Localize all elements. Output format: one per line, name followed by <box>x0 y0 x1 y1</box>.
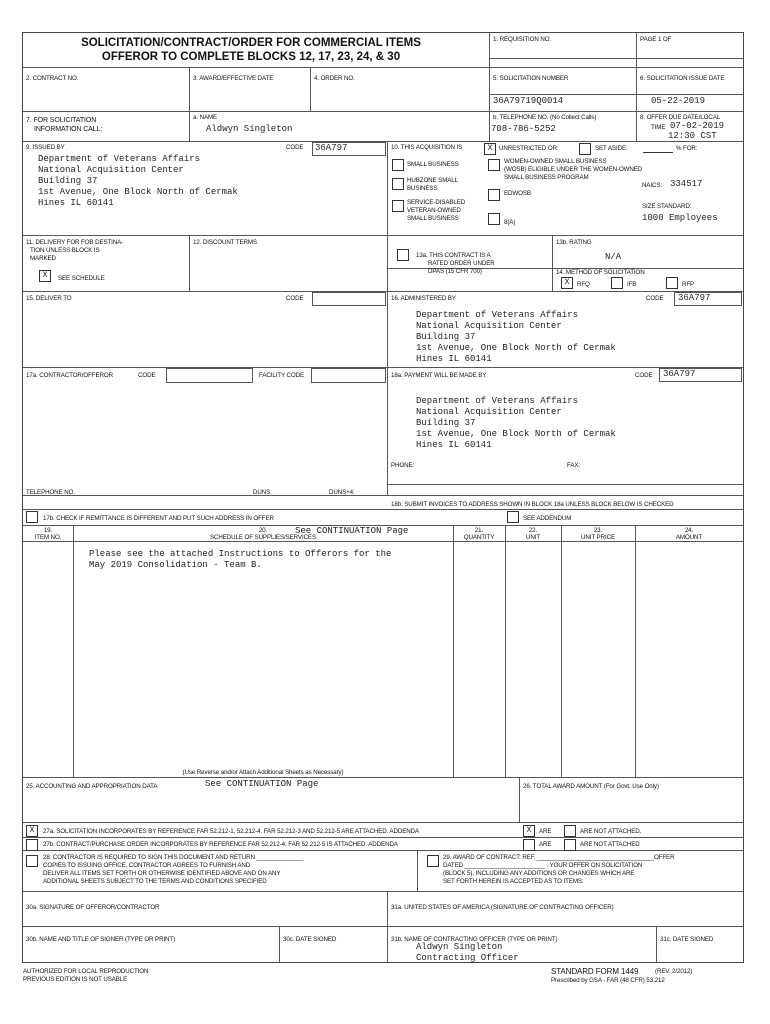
addenda-b-are-not-label: ARE NOT ATTACHED <box>580 841 640 848</box>
form-title-line2: OFFEROR TO COMPLETE BLOCKS 12, 17, 23, 24, & 30 <box>101 51 401 63</box>
wosb-checkbox[interactable] <box>488 159 500 171</box>
rule <box>310 67 311 111</box>
address-line: Department of Veterans Affairs <box>416 396 579 406</box>
col-schedule-label: SCHEDULE OF SUPPLIES/SERVICES <box>210 534 316 541</box>
payment-address <box>416 396 616 451</box>
payment-code-label: CODE <box>635 372 653 379</box>
co-title-value[interactable]: Contracting Officer <box>416 953 519 963</box>
rated-order-label-2: RATED ORDER UNDER <box>428 260 495 267</box>
page-label: PAGE 1 OF <box>640 36 672 43</box>
rule <box>387 141 388 495</box>
telephone-label: b. TELEPHONE NO. (No Collect Calls) <box>493 114 597 121</box>
rule <box>189 67 190 111</box>
eight-a-checkbox[interactable] <box>488 213 500 225</box>
address-line: Hines IL 60141 <box>416 354 492 364</box>
rule <box>23 495 743 496</box>
rule <box>73 525 74 777</box>
contractor-sign-checkbox[interactable] <box>26 855 38 867</box>
hubzone-label-2: BUSINESS <box>407 185 438 192</box>
see-schedule-label: SEE SCHEDULE <box>58 275 105 282</box>
address-line: Department of Veterans Affairs <box>416 310 579 320</box>
rule <box>23 67 743 68</box>
co-date-signed-label: 31c. DATE SIGNED <box>660 936 714 943</box>
address-line: Building 37 <box>416 418 476 428</box>
rule <box>279 926 280 962</box>
rfp-checkbox[interactable] <box>666 277 678 289</box>
solicitation-incorporates-checkbox[interactable]: X <box>26 825 38 837</box>
rule <box>453 525 454 777</box>
deliver-to-label: 15. DELIVER TO <box>26 295 72 302</box>
small-business-label: SMALL BUSINESS <box>407 161 459 168</box>
award-checkbox[interactable] <box>427 855 439 867</box>
rule <box>635 525 636 777</box>
sf1449-form <box>22 32 744 963</box>
eight-a-label: 8(A) <box>504 219 516 226</box>
rating-label: 13b. RATING <box>556 239 592 246</box>
sdvosb-label-3: SMALL BUSINESS <box>407 215 459 222</box>
remittance-label: 17b. CHECK IF REMITTANCE IS DIFFERENT AND PUT SUCH ADDRESS IN OFFER <box>43 515 274 522</box>
wosb-label-1: WOMEN-OWNED SMALL BUSINESS <box>504 158 607 165</box>
accounting-value[interactable]: See CONTINUATION Page <box>205 779 319 789</box>
rated-order-label-1: 13a. THIS CONTRACT IS A <box>416 252 491 259</box>
naics-value[interactable]: 334517 <box>670 179 703 189</box>
rule <box>519 777 520 822</box>
rule <box>23 235 743 236</box>
ifb-checkbox[interactable] <box>611 277 623 289</box>
rated-order-checkbox[interactable] <box>397 249 409 261</box>
sdvosb-label-1: SERVICE-DISABLED <box>407 199 466 206</box>
address-line: Building 37 <box>416 332 476 342</box>
address-line: Hines IL 60141 <box>416 440 492 450</box>
co-name-label: 31b. NAME OF CONTRACTING OFFICER (TYPE OR PRINT) <box>391 936 558 943</box>
rule <box>387 484 743 485</box>
facility-code-box[interactable] <box>311 368 386 383</box>
submit-invoices-label: 18b. SUBMIT INVOICES TO ADDRESS SHOWN IN BLOCK 18a UNLESS BLOCK BELOW IS CHECKED <box>391 501 674 508</box>
award-text-2: DATED ________________________ . YOUR OFFER ON SOLICITATION <box>443 862 643 869</box>
previous-edition-note: PREVIOUS EDITION IS NOT USABLE <box>23 976 128 983</box>
issued-by-label: 9. ISSUED BY <box>26 144 65 151</box>
award-text-1: 29. AWARD OF CONTRACT: REF. ___________________________________OFFER <box>443 854 675 861</box>
pct-blank <box>643 152 673 153</box>
contractor-code-box[interactable] <box>166 368 253 383</box>
rule <box>23 850 743 851</box>
delivery-label-1: 11. DELIVERY FOR FOB DESTINA- <box>26 239 124 246</box>
info-call-label-2: INFORMATION CALL: <box>34 126 103 133</box>
solicitation-method-label: 14. METHOD OF SOLICITATION <box>556 269 645 276</box>
requisition-label: 1. REQUISITION NO. <box>493 36 552 43</box>
wosb-label-2: (WOSB) ELIGIBLE UNDER THE WOMEN-OWNED <box>504 166 643 173</box>
solicitation-number-label: 5. SOLICITATION NUMBER <box>493 75 569 82</box>
total-award-label: 26. TOTAL AWARD AMOUNT (For Govt. Use Only) <box>523 783 659 790</box>
rule <box>489 58 743 59</box>
addenda-b-are-label: ARE <box>539 841 552 848</box>
duns-label: DUNS: <box>253 489 272 496</box>
col-unit-num: 22. <box>528 527 538 534</box>
reverse-note: (Use Reverse and/or Attach Additional Sheets as Necessary) <box>182 769 344 776</box>
co-signature-label: 31a. UNITED STATES OF AMERICA (SIGNATURE OF CONTRACTING OFFICER) <box>391 904 614 911</box>
phone-label: PHONE: <box>391 462 415 469</box>
sdvosb-label-2: VETERAN-OWNED <box>407 207 461 214</box>
rated-order-label-3: DPAS (15 CFR 700) <box>428 268 482 275</box>
contractor-sign-text-1: 28. CONTRACTOR IS REQUIRED TO SIGN THIS DOCUMENT AND RETURN ______________ <box>43 854 304 861</box>
issued-by-code-value: 36A797 <box>315 143 348 153</box>
size-standard-label: SIZE STANDARD: <box>642 203 692 210</box>
col-quantity-label: QUANTITY <box>463 534 495 541</box>
rule <box>23 822 743 823</box>
offer-due-date-value[interactable]: 07-02-2019 <box>670 121 725 131</box>
address-line: 1st Avenue, One Block North of Cermak <box>416 343 616 353</box>
col-item-no-num: 19. <box>43 527 53 534</box>
deliver-to-code-box[interactable] <box>312 292 386 306</box>
rule <box>636 33 637 141</box>
col-amount-label: AMOUNT <box>675 534 703 541</box>
set-aside-checkbox[interactable] <box>579 143 591 155</box>
edwosb-checkbox[interactable] <box>488 189 500 201</box>
small-business-checkbox[interactable] <box>392 159 404 171</box>
addenda-are-checkbox[interactable]: X <box>523 825 535 837</box>
solicitation-incorporates-label: 27a. SOLICITATION INCORPORATES BY REFERENCE FAR 52.212-1, 52.212-4. FAR 52.212-3 AND 52.212-5 ARE ATTACHED. ADDENDA <box>43 828 420 835</box>
contractor-sign-text-4: ADDITIONAL SHEETS SUBJECT TO THE TERMS AND CONDITIONS SPECIFIED <box>43 878 267 885</box>
rating-value[interactable]: N/A <box>605 252 622 262</box>
discount-terms-label: 12. DISCOUNT TERMS <box>193 239 257 246</box>
address-line: Building 37 <box>38 176 98 186</box>
name-label: a. NAME <box>193 114 218 121</box>
naics-label: NAICS: <box>642 182 663 189</box>
col-unit-label: UNIT <box>525 534 541 541</box>
address-line: 1st Avenue, One Block North of Cermak <box>38 187 238 197</box>
col-quantity-num: 21. <box>474 527 484 534</box>
rule <box>23 926 743 927</box>
payment-by-label: 18a. PAYMENT WILL BE MADE BY <box>391 372 487 379</box>
hubzone-checkbox[interactable] <box>392 178 404 190</box>
time-label: TIME <box>651 124 666 131</box>
issuer-address <box>38 154 238 209</box>
address-line: Hines IL 60141 <box>38 198 114 208</box>
info-call-label-1: 7. FOR SOLICITATION <box>26 117 97 124</box>
address-line: Department of Veterans Affairs <box>38 154 201 164</box>
acquisition-label: 10. THIS ACQUISITION IS <box>391 144 463 151</box>
offeror-signature-label: 30a. SIGNATURE OF OFFEROR/CONTRACTOR <box>26 904 160 911</box>
schedule-continuation-note: See CONTINUATION Page <box>295 526 409 536</box>
see-addendum-checkbox[interactable] <box>507 511 519 523</box>
address-line: National Acquisition Center <box>416 321 562 331</box>
signer-name-label: 30b. NAME AND TITLE OF SIGNER (TYPE OR PRINT) <box>26 936 176 943</box>
rfq-label: RFQ <box>577 281 590 288</box>
contact-name-value[interactable]: Aldwyn Singleton <box>206 124 293 134</box>
addenda-are-not-label: ARE NOT ATTACHED. <box>580 828 642 835</box>
contractor-label: 17a. CONTRACTOR/OFFEROR <box>26 372 113 379</box>
administered-address <box>416 310 616 365</box>
sdvosb-checkbox[interactable] <box>392 200 404 212</box>
rfq-checkbox[interactable]: X <box>561 277 573 289</box>
rule <box>489 33 490 141</box>
rule <box>23 891 743 892</box>
rule <box>552 235 553 291</box>
contract-incorporates-label: 27b. CONTRACT/PURCHASE ORDER INCORPORATES BY REFERENCE FAR 52.212-4. FAR 52.212-5 IS ATTACHED. ADDENDA <box>43 841 398 848</box>
ifb-label: IFB <box>627 281 637 288</box>
offeror-date-signed-label: 30c. DATE SIGNED <box>283 936 337 943</box>
addenda-b-are-not-checkbox[interactable] <box>564 839 576 851</box>
revision-label: (REV. 2/2012) <box>655 968 693 975</box>
see-addendum-label: SEE ADDENDUM <box>523 515 572 522</box>
address-line: 1st Avenue, One Block North of Cermak <box>416 429 616 439</box>
award-text-4: SET FORTH HEREIN IS ACCEPTED AS TO ITEMS: <box>443 878 584 885</box>
issue-date-value[interactable]: 05-22-2019 <box>651 96 706 106</box>
payment-code-value: 36A797 <box>663 369 696 379</box>
pct-for-label: % FOR: <box>676 145 698 152</box>
administered-code-value: 36A797 <box>678 293 711 303</box>
rule <box>189 111 190 141</box>
duns4-label: DUNS+4: <box>329 489 355 496</box>
issued-by-code-label: CODE <box>286 144 304 151</box>
col-schedule-num: 20. <box>258 527 268 534</box>
contract-incorporates-checkbox[interactable] <box>26 839 38 851</box>
deliver-to-code-label: CODE <box>286 295 304 302</box>
administered-code-label: CODE <box>646 295 664 302</box>
unrestricted-checkbox[interactable]: X <box>484 143 496 155</box>
administered-by-label: 16. ADMINISTERED BY <box>391 295 456 302</box>
addenda-are-label: ARE <box>539 828 552 835</box>
contractor-sign-text-3: DELIVER ALL ITEMS SET FORTH OR OTHERWISE IDENTIFIED ABOVE AND ON ANY <box>43 870 281 877</box>
local-reproduction-note: AUTHORIZED FOR LOCAL REPRODUCTION <box>23 968 149 975</box>
standard-form-label: STANDARD FORM 1449 <box>551 967 639 976</box>
schedule-body-line: May 2019 Consolidation - Team B. <box>89 560 262 570</box>
rule <box>387 891 388 962</box>
unrestricted-label: UNRESTRICTED OR <box>499 145 557 152</box>
telephone-no-label: TELEPHONE NO. <box>26 489 75 496</box>
address-line: National Acquisition Center <box>38 165 184 175</box>
rule <box>23 111 743 112</box>
contractor-code-label: CODE <box>138 372 156 379</box>
telephone-value[interactable]: 708-786-5252 <box>491 124 556 134</box>
rule <box>23 837 743 838</box>
hubzone-label-1: HUBZONE SMALL <box>407 177 458 184</box>
schedule-body-line: Please see the attached Instructions to Offerors for the <box>89 549 392 559</box>
issue-date-label: 6. SOLICITATION ISSUE DATE <box>640 75 725 82</box>
rule <box>23 777 743 778</box>
size-standard-value[interactable]: 1000 Employees <box>642 213 718 223</box>
facility-code-label: FACILITY CODE <box>259 372 305 379</box>
addenda-b-are-checkbox[interactable] <box>523 839 535 851</box>
rule <box>417 850 418 891</box>
delivery-label-2: TION UNLESS BLOCK IS <box>30 247 100 254</box>
solicitation-number-value[interactable]: 36A79719Q0014 <box>493 96 564 106</box>
prescribed-by-label: Prescribed by GSA - FAR (48 CFR) 53.212 <box>551 977 665 984</box>
rule <box>561 525 562 777</box>
fax-label: FAX: <box>567 462 581 469</box>
rule <box>505 525 506 777</box>
co-name-value[interactable]: Aldwyn Singleton <box>416 942 503 952</box>
edwosb-label: EDWOSB <box>504 190 531 197</box>
rule <box>23 509 743 510</box>
rule <box>189 235 190 291</box>
col-unit-price-num: 23. <box>593 527 603 534</box>
form-title-line1: SOLICITATION/CONTRACT/ORDER FOR COMMERCIAL ITEMS <box>81 37 421 49</box>
offer-due-label: 8. OFFER DUE DATE/LOCAL <box>640 114 721 121</box>
rfp-label: RFP <box>682 281 695 288</box>
wosb-label-3: SMALL BUSINESS PROGRAM <box>504 174 589 181</box>
addenda-are-not-checkbox[interactable] <box>564 825 576 837</box>
accounting-label: 25. ACCOUNTING AND APPROPRIATION DATA <box>26 783 158 790</box>
see-schedule-checkbox[interactable]: X <box>39 270 51 282</box>
col-unit-price-label: UNIT PRICE <box>581 534 615 541</box>
col-item-no-label: ITEM NO. <box>34 534 62 541</box>
offer-due-time-value[interactable]: 12:30 CST <box>668 131 717 141</box>
contract-no-label: 2. CONTRACT NO. <box>26 75 79 82</box>
remittance-checkbox[interactable] <box>26 511 38 523</box>
set-aside-label: SET ASIDE: <box>595 145 628 152</box>
order-no-label: 4. ORDER NO. <box>314 75 355 82</box>
award-date-label: 3. AWARD/EFFECTIVE DATE <box>193 75 274 82</box>
col-amount-num: 24. <box>684 527 694 534</box>
address-line: National Acquisition Center <box>416 407 562 417</box>
award-text-3: (BLOCK 5), INCLUDING ANY ADDITIONS OR CHANGES WHICH ARE <box>443 870 635 877</box>
delivery-label-3: MARKED <box>30 255 56 262</box>
contractor-sign-text-2: COPIES TO ISSUING OFFICE. CONTRACTOR AGREES TO FURNISH AND <box>43 862 251 869</box>
rule <box>656 926 657 962</box>
rule <box>489 94 743 95</box>
